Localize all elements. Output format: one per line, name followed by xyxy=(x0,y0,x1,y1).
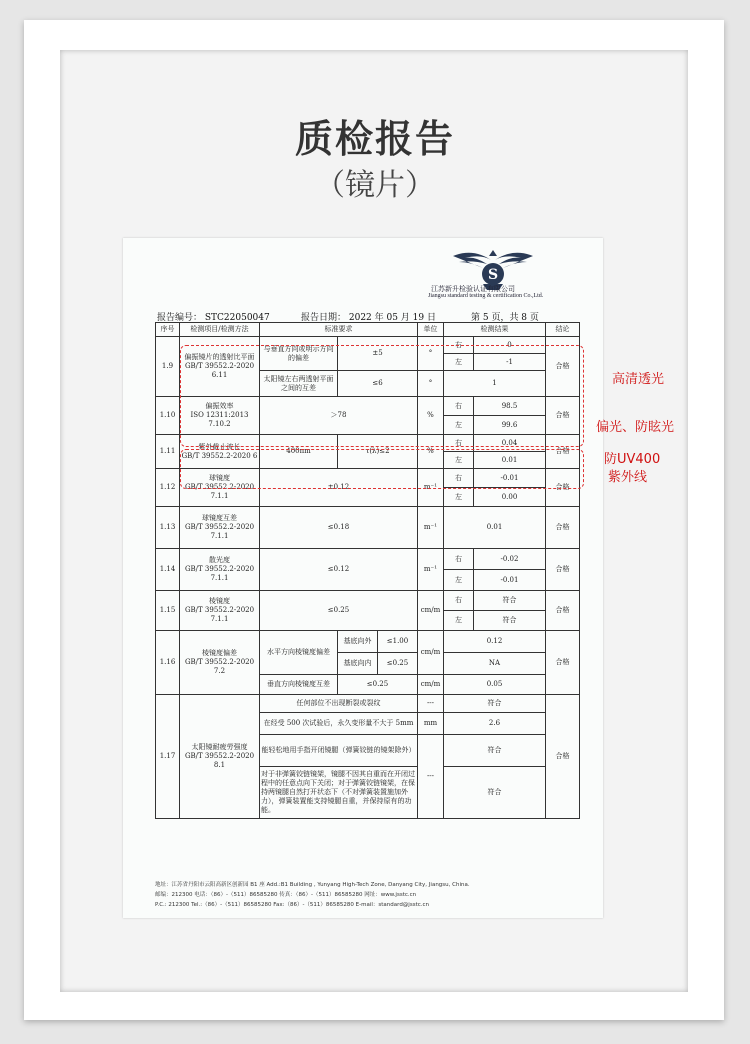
value: 符合 xyxy=(474,611,546,631)
col-header: 检测项目/检测方法 xyxy=(180,323,260,337)
std: 对于非弹簧铰链镜架，镜腿不因其自重而在开闭过程中的任意点向下关闭；对于弹簧铰链镜架，在保持两镜腿自然打开状态下（不对弹簧装置施加外力），弹簧装置能支持镜腿自重，并保持原有的功能。 xyxy=(260,767,418,819)
value: NA xyxy=(444,653,546,675)
std: 能轻松地用手指开闭镜腿（弹簧铰链的镜架除外） xyxy=(260,735,418,767)
item-name: 紫外截止波长 xyxy=(198,442,241,451)
std: ≤1.00 xyxy=(386,637,409,645)
side: 左 xyxy=(444,570,474,591)
sub-std-cell xyxy=(338,631,418,653)
side: 右 xyxy=(444,469,474,488)
std: 任何部位不出现断裂或裂纹 xyxy=(260,695,418,713)
row-item xyxy=(180,695,260,819)
std: ≤0.25 xyxy=(260,591,418,631)
side: 右 xyxy=(444,435,474,452)
value: -0.01 xyxy=(474,570,546,591)
footer-contact-cn: 邮编：212300 电话：（86）-（511）86585280 传真：（86）-（511）86585280 网址：www.jsstc.cn xyxy=(155,892,417,898)
sub-item: 水平方向棱镜度偏差 xyxy=(260,631,338,675)
highlight-uv-box xyxy=(180,449,584,489)
item-name: 偏振效率 xyxy=(205,402,234,410)
conclusion: 合格 xyxy=(546,591,580,631)
row-no: 1.15 xyxy=(156,591,180,631)
row-no: 1.14 xyxy=(156,549,180,591)
sub-item: 400nm xyxy=(260,435,338,469)
footer-address: 地址：江苏省丹阳市云阳高新区创新园 B1 座 Add.:B1 Building , Yunyang High-Tech Zone, Danyang City, Jiangsu, China. xyxy=(155,882,470,888)
value: 符合 xyxy=(444,695,546,713)
unit: mm xyxy=(418,713,444,735)
item-method: GB/T 39552.2-2020 6 xyxy=(181,451,258,460)
col-header: 标准要求 xyxy=(260,323,418,337)
value: 1 xyxy=(444,371,546,397)
std: ≤0.18 xyxy=(260,507,418,549)
item-name: 太阳镜耐疲劳强度 xyxy=(191,743,248,751)
conclusion: 合格 xyxy=(546,397,580,435)
row-item xyxy=(180,631,260,695)
sub-item: 太阳镜左右两透射平面之间的互差 xyxy=(260,371,338,397)
conclusion: 合格 xyxy=(546,549,580,591)
page-count: 第 5 页，共 8 页 xyxy=(471,313,539,323)
unit: ° xyxy=(418,371,444,397)
annotation-polarized: 偏光、防眩光 xyxy=(596,420,675,435)
row-no: 1.11 xyxy=(156,435,180,469)
report-document xyxy=(123,238,603,918)
sub-item: 与垂直方向或明示方向的偏差 xyxy=(260,337,338,371)
side: 右 xyxy=(444,591,474,611)
row-item xyxy=(180,549,260,591)
value: 2.6 xyxy=(444,713,546,735)
table-row xyxy=(156,549,580,570)
annotation-uv: 紫外线 xyxy=(608,470,648,485)
std: ≤6 xyxy=(338,371,418,397)
value: 0.12 xyxy=(444,631,546,653)
annotation-clarity: 高清透光 xyxy=(612,372,665,387)
item-method: GB/T 39552.2-2020 7.1.1 xyxy=(184,565,255,582)
org-name-cn: 江苏新升检验认证有限公司 xyxy=(431,285,515,293)
unit: m⁻¹ xyxy=(418,507,444,549)
value: 98.5 xyxy=(474,397,546,416)
value: 符合 xyxy=(474,591,546,611)
item-method: ISO 12311:2013 7.10.2 xyxy=(190,411,249,428)
unit: --- xyxy=(418,695,444,713)
std: ±0.12 xyxy=(260,469,418,507)
col-header: 检测结果 xyxy=(444,323,546,337)
unit: cm/m xyxy=(418,675,444,695)
value: 0.00 xyxy=(474,488,546,507)
report-date: 报告日期： 2022 年 05 月 19 日 xyxy=(301,313,436,323)
std: ±5 xyxy=(338,337,418,371)
col-header: 序号 xyxy=(156,323,180,337)
std: ≤0.25 xyxy=(338,675,418,695)
std: τ(λ)≤2 xyxy=(338,435,418,469)
row-no: 1.9 xyxy=(156,337,180,397)
highlight-polarized-box xyxy=(180,345,584,447)
report-number: 报告编号： STC22050047 xyxy=(157,313,270,323)
value: 0.05 xyxy=(444,675,546,695)
item-method: GB/T 39552.2-2020 7.1.1 xyxy=(184,523,255,540)
footer-contact-en: P.C.: 212300 Tel.:（86）-（511）86585280 Fax:（86）-（511）86585280 E-mail：standard@jsstc.cn xyxy=(155,902,430,908)
unit: --- xyxy=(418,735,444,819)
unit: m⁻¹ xyxy=(418,549,444,591)
conclusion: 合格 xyxy=(546,337,580,397)
item-name: 球镜度互差 xyxy=(202,514,237,522)
value: 0.04 xyxy=(474,435,546,452)
value: 符合 xyxy=(444,735,546,767)
std: 在经受 500 次试验后，永久变形量不大于 5mm xyxy=(260,713,418,735)
item-method: GB/T 39552.2-2020 8.1 xyxy=(184,752,255,769)
side: 左 xyxy=(444,416,474,435)
side: 左 xyxy=(444,354,474,371)
row-no: 1.10 xyxy=(156,397,180,435)
row-item xyxy=(180,507,260,549)
col-header: 单位 xyxy=(418,323,444,337)
conclusion: 合格 xyxy=(546,631,580,695)
item-method: GB/T 39552.2-2020 6.11 xyxy=(184,362,255,379)
table-row xyxy=(156,507,580,549)
value: 0 xyxy=(474,337,546,354)
sub-item: 基底向内 xyxy=(338,653,378,674)
unit: ° xyxy=(418,337,444,371)
table-row xyxy=(156,695,580,713)
conclusion: 合格 xyxy=(546,435,580,469)
row-item xyxy=(180,591,260,631)
value: 符合 xyxy=(444,767,546,819)
side: 左 xyxy=(444,611,474,631)
value: -0.01 xyxy=(474,469,546,488)
row-no: 1.16 xyxy=(156,631,180,695)
unit: % xyxy=(418,435,444,469)
annotation-uv400: 防UV400 xyxy=(604,452,661,467)
page-subtitle: （镜片） xyxy=(315,168,435,203)
value: 0.01 xyxy=(444,507,546,549)
org-name-en: Jiangsu standard testing & certification Co.,Ltd. xyxy=(428,293,544,299)
svg-text:S: S xyxy=(487,267,499,283)
unit: m⁻¹ xyxy=(418,469,444,507)
value: 0.01 xyxy=(474,452,546,469)
item-name: 棱镜度 xyxy=(209,597,230,605)
unit: % xyxy=(418,397,444,435)
col-header: 结论 xyxy=(546,323,580,337)
value: 99.6 xyxy=(474,416,546,435)
value: -0.02 xyxy=(474,549,546,570)
item-name: 棱镜度偏差 xyxy=(202,649,237,657)
page-title: 质检报告 xyxy=(294,117,455,161)
item-method: GB/T 39552.2-2020 7.1.1 xyxy=(184,483,255,500)
table-header-row xyxy=(156,323,580,337)
side: 左 xyxy=(444,452,474,469)
std: ＞78 xyxy=(260,397,418,435)
unit: cm/m xyxy=(418,631,444,675)
sub-item: 基底向外 xyxy=(338,631,378,652)
side: 右 xyxy=(444,337,474,354)
conclusion: 合格 xyxy=(546,507,580,549)
conclusion: 合格 xyxy=(546,695,580,819)
table-row xyxy=(156,591,580,611)
value: -1 xyxy=(474,354,546,371)
row-no: 1.12 xyxy=(156,469,180,507)
std: ≤0.25 xyxy=(386,659,409,667)
unit: cm/m xyxy=(418,591,444,631)
item-method: GB/T 39552.2-2020 7.2 xyxy=(184,658,255,675)
sub-item: 垂直方向棱镜度互差 xyxy=(260,675,338,695)
item-name: 球镜度 xyxy=(209,474,230,482)
conclusion: 合格 xyxy=(546,469,580,507)
table-row xyxy=(156,631,580,653)
item-method: GB/T 39552.2-2020 7.1.1 xyxy=(184,606,255,623)
item-name: 偏振镜片的透射比平面 xyxy=(184,353,255,361)
row-no: 1.13 xyxy=(156,507,180,549)
side: 右 xyxy=(444,397,474,416)
side: 左 xyxy=(444,488,474,507)
row-no: 1.17 xyxy=(156,695,180,819)
std: ≤0.12 xyxy=(260,549,418,591)
side: 右 xyxy=(444,549,474,570)
item-name: 散光度 xyxy=(209,556,230,564)
sub-std-cell xyxy=(338,653,418,675)
